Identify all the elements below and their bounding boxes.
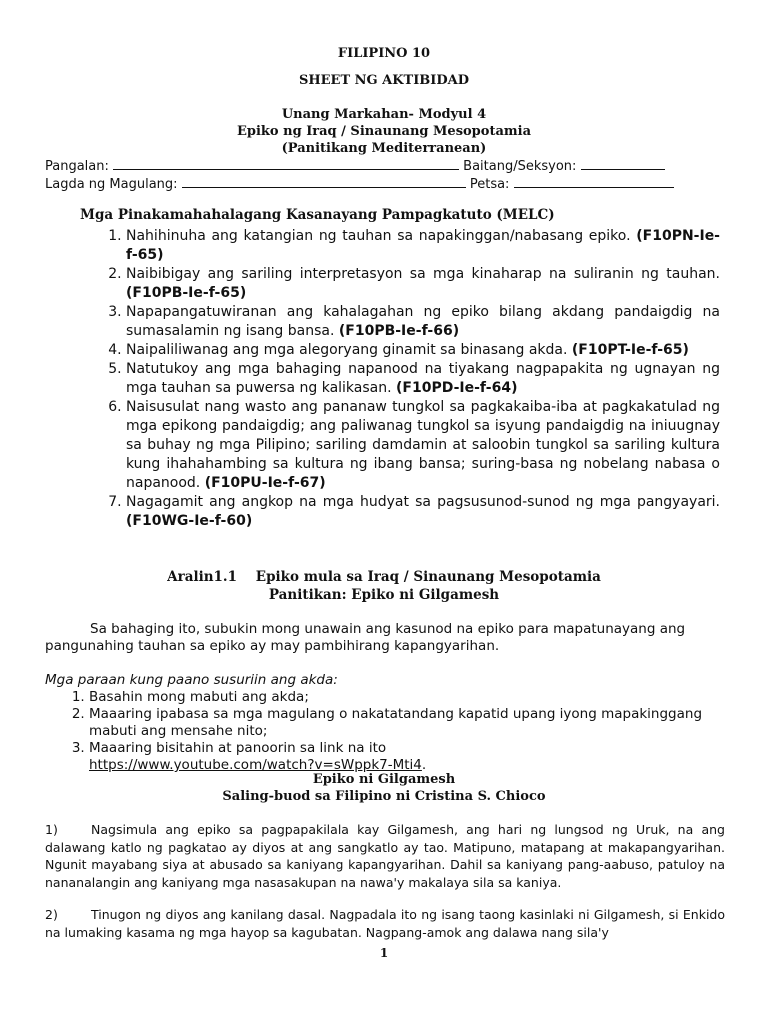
melc-item: 5. Natutukoy ang mga bahaging napanood na tiyakang nagpapakita ng ugnayan ng mga tauhan sa puwersa ng kalikasan. (F10PD-Ie-f-64) xyxy=(126,360,720,398)
melc-item: 6. Naisusulat nang wasto ang pananaw tungkol sa pagkakaiba-iba at pagkakatulad ng mga epikong pandaigdig; ang paliwanag tungkol sa isyung pandaigdig na iniuugnay sa buhay ng mga Pilipino; sariling damdamin at saloobin tungkol sa sariling kultura kung ihahahambing sa kultura ng ibang bansa; suring-basa ng nobelang nabasa o napanood. (F10PU-Ie-f-67) xyxy=(126,398,720,493)
topic-title: Epiko ng Iraq / Sinaunang Mesopotamia xyxy=(236,124,531,139)
name-grade-row xyxy=(45,158,665,174)
name-label: Pangalan: xyxy=(45,159,109,174)
grade-section-field[interactable] xyxy=(581,158,665,170)
step-item: 1. Basahin mong mabuti ang akda; xyxy=(89,689,729,706)
story-paragraph-1: 1) Nagsimula ang epiko sa pagpapakilala kay Gilgamesh, ang hari ng lungsod ng Uruk, na ang dalawang katlo ng pagkatao ay diyos at ang sangkatlo ay tao. Matipuno, matapang at makapangyarihan. Ngunit mayabang siya at abusado sa kaniyang kapangyarihan. Dahil sa kaniyang pang-aabuso, patuloy na nananalangin ang kaniyang mga nasasakupan na nawa'y makalaya sila sa kaniya. xyxy=(45,822,725,890)
melc-item: 7. Nagagamit ang angkop na mga hudyat sa pagsusunod-sunod ng mga pangyayari. (F10WG-Ie-f-60) xyxy=(126,493,720,531)
story-paragraph-2: 2) Tinugon ng diyos ang kanilang dasal. Nagpadala ito ng isang taong kasinlaki ni Gilgamesh, si Enkido na lumaking kasama ng mga hayop sa kagubatan. Nagpang-amok ang dalawa nang sila'y xyxy=(45,907,725,940)
grade-label: Baitang/Seksyon: xyxy=(463,159,577,174)
melc-item: 1. Nahihinuha ang katangian ng tauhan sa napakinggan/nabasang epiko. (F10PN-Ie-f-65) xyxy=(126,227,720,265)
literature-title: (Panitikang Mediterranean) xyxy=(281,141,487,156)
page-number: 1 xyxy=(379,946,389,960)
module-title: Unang Markahan- Modyul 4 xyxy=(281,107,487,122)
date-label: Petsa: xyxy=(469,177,510,192)
melc-section xyxy=(80,207,720,531)
subject-title: FILIPINO 10 xyxy=(337,46,431,61)
sheet-title: SHEET NG AKTIBIDAD xyxy=(298,73,470,88)
method-label: Mga paraan kung paano susuriin ang akda: xyxy=(45,672,338,688)
story-byline: Saling-buod sa Filipino ni Cristina S. Chioco xyxy=(222,789,546,804)
melc-item: 3. Napapangatuwiranan ang kahalagahan ng epiko bilang akdang pandaigdig na sumasalamin ng isang bansa. (F10PB-Ie-f-66) xyxy=(126,303,720,341)
melc-list xyxy=(80,227,720,531)
melc-item: 4. Naipaliliwanag ang mga alegoryang ginamit sa binasang akda. (F10PT-Ie-f-65) xyxy=(126,341,720,360)
sign-date-row xyxy=(45,176,674,192)
date-field[interactable] xyxy=(514,176,674,188)
intro-paragraph: Sa bahaging ito, subukin mong unawain ang kasunod na epiko para mapatunayang ang pangunahing tauhan sa epiko ay may pambihirang kapangyarihan. xyxy=(45,621,686,654)
step-item: 3. Maaaring bisitahin at panoorin sa link na ito https://www.youtube.com/watch?v=sWppk7-Mti4. xyxy=(89,740,729,774)
parent-sign-field[interactable] xyxy=(182,176,466,188)
youtube-link[interactable]: https://www.youtube.com/watch?v=sWppk7-Mti4 xyxy=(89,757,422,773)
story-title: Epiko ni Gilgamesh xyxy=(312,772,456,787)
aralin-subtitle: Panitikan: Epiko ni Gilgamesh xyxy=(268,587,500,603)
melc-item: 2. Naibibigay ang sariling interpretasyon sa mga kinaharap na suliranin ng tauhan. (F10PB-Ie-f-65) xyxy=(126,265,720,303)
step-item: 2. Maaaring ipabasa sa mga magulang o nakatatandang kapatid upang iyong mapakinggang mabuti ang mensahe nito; xyxy=(89,706,729,740)
aralin-title: Aralin1.1 Epiko mula sa Iraq / Sinaunang Mesopotamia xyxy=(167,569,601,585)
name-field[interactable] xyxy=(113,158,459,170)
melc-title: Mga Pinakamahahalagang Kasanayang Pampagkatuto (MELC) xyxy=(80,207,555,223)
method-steps xyxy=(45,689,729,774)
parent-sign-label: Lagda ng Magulang: xyxy=(45,177,178,192)
